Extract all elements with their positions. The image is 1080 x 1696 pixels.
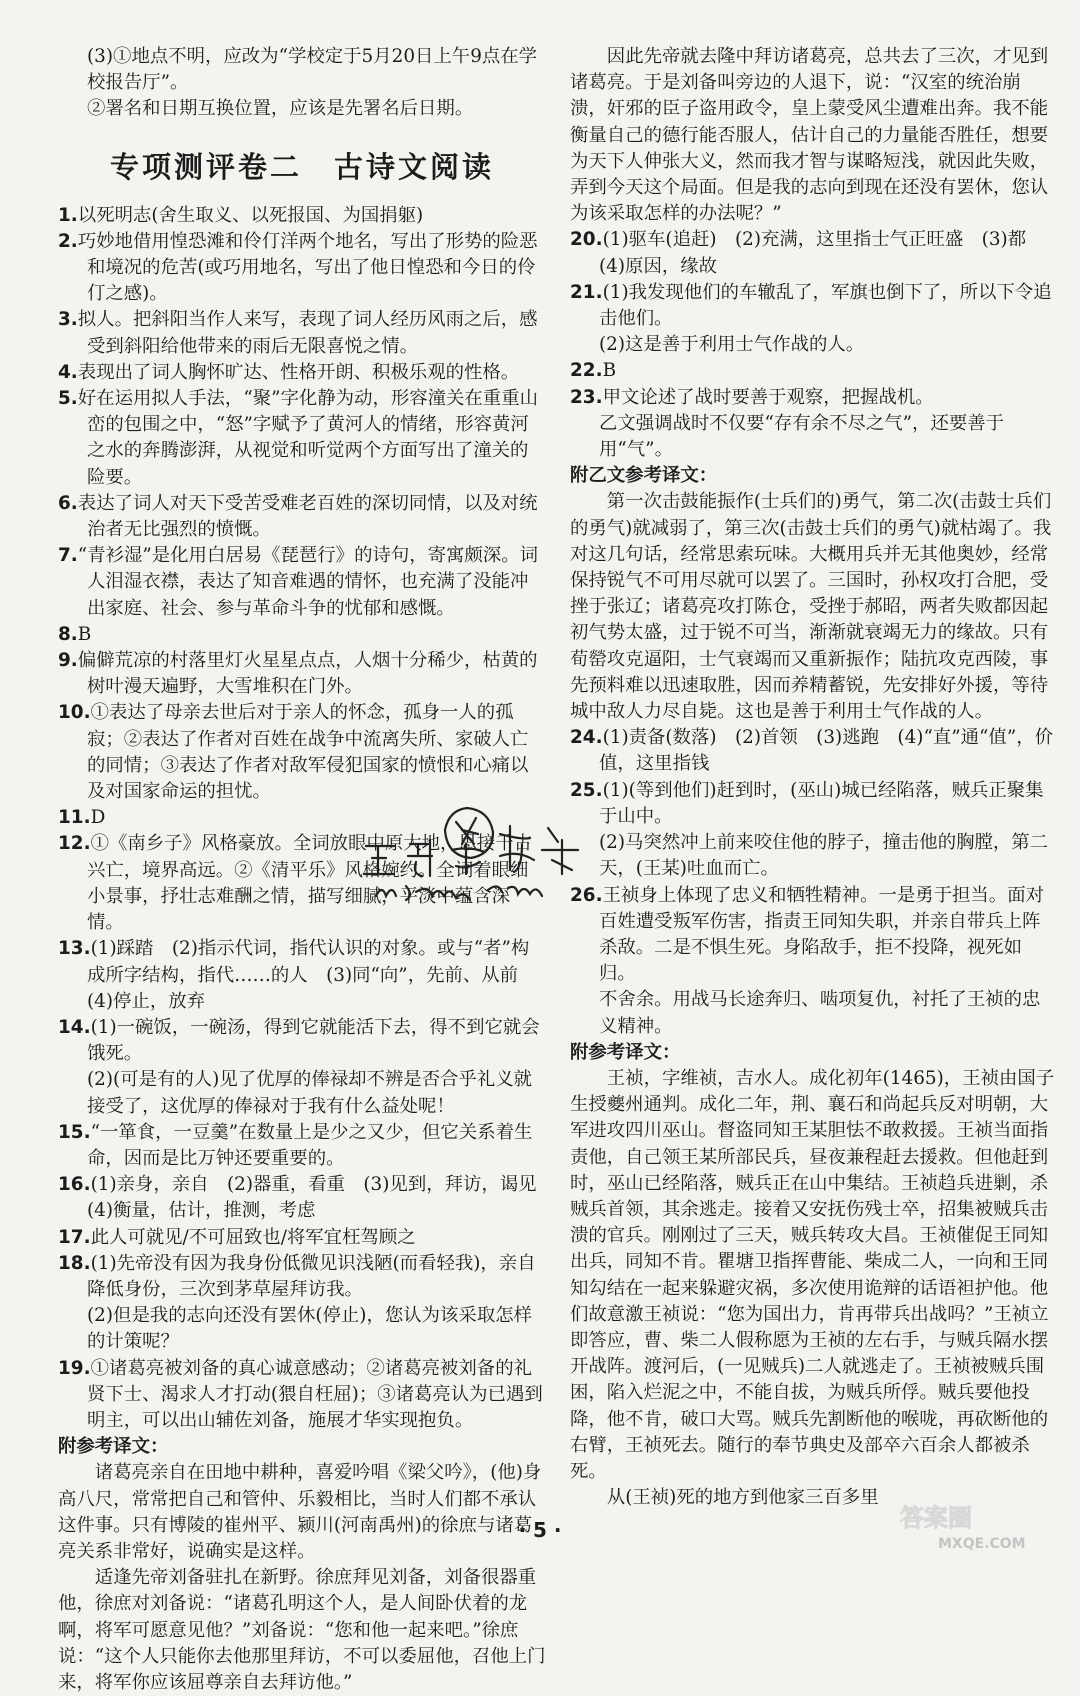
page-number: · 5 ·	[518, 1518, 562, 1542]
answer-number: 16.	[58, 1174, 91, 1196]
answer-text: ①表达了母亲去世后对于亲人的怀念，孤身一人的孤寂；②表达了作者对百姓在战争中流离失所、家破人亡的同情；③表达了作者对敌军侵犯国家的愤恨和心痛以及对国家命运的担忧。	[87, 702, 529, 803]
answer-number: 10.	[58, 702, 91, 724]
answer-item	[58, 1120, 546, 1172]
answer-number: 25.	[570, 779, 603, 801]
answer-text: (1)驱车(追赶) (2)充满，这里指士气正旺盛 (3)都 (4)原因，缘故	[599, 229, 1045, 277]
answer-text: (2)这是善于利用士气作战的人。	[599, 334, 865, 356]
answer-item	[570, 830, 1055, 882]
answer-number: 18.	[58, 1252, 91, 1274]
answer-item	[58, 1015, 546, 1067]
translation-paragraph: 王祯，字维祯，吉水人。成化初年(1465)，王祯由国子生授夔州通判。成化二年，荆、襄石和尚起兵反对明朝，大军进攻四川巫山。督盗同知王某胆怯不敢救援。王祯当面指责他，自己领王某所部民兵，昼夜兼程赶去援救。但他赶到时，巫山已经陷落，贼兵正在山中集结。王祯趋兵进剿，杀贼兵首领，其余逃走。接着又安抚伤残士卒，招集被贼兵击溃的官兵。刚刚过了三天，贼兵转攻大昌。王祯催促王同知出兵，同知不肯。瞿塘卫指挥曹能、柴成二人，一向和王同知勾结在一起来躲避灾祸，多次使用诡辩的话语袒护他。他们故意激王祯说：“您为国出力，肯再带兵出战吗？”王祯立即答应，曹、柴二人假称愿为王祯的左右手，与贼兵隔水摆开战阵。渡河后，(一见贼兵)二人就逃走了。王祯被贼兵围困，陷入烂泥之中，不能自拔，为贼兵所俘。贼兵要他投降，他不肯，破口大骂。贼兵先割断他的喉咙，再砍断他的右臂，王祯死去。随行的奉节典史及部卒六百余人都被杀死。	[570, 1067, 1055, 1482]
answer-item	[570, 883, 1055, 988]
prev-item: ②署名和日期互换位置，应该是先署名后日期。	[87, 98, 474, 120]
answer-number: 5.	[58, 388, 78, 410]
translation-paragraph: 第一次击鼓能振作(士兵们的)勇气，第二次(击鼓士兵们的勇气)就减弱了，第三次(击鼓士兵们的勇气)就枯竭了。我对这几句话，经常思索玩味。大概用兵并无其他奥妙，经常保持锐气不可用尽就可以罢了。三国时，孙权攻打合肥，受挫于张辽；诸葛亮攻打陈仓，受挫于郝昭，两者失败都因起初气势太盛，过于锐不可当，渐渐就衰竭无力的缘故。只有荀罃攻克逼阳，士气衰竭而又重新振作；陆抗攻克西陵，事先预料难以迅速取胜，因而养精蓄锐，先安排好外援，等待城中敌人力尽自毙。这也是善于利用士气作战的人。	[570, 491, 1052, 723]
answer-number: 6.	[58, 492, 78, 514]
answer-number: 4.	[58, 361, 78, 383]
answer-item	[58, 648, 546, 700]
reference-translation-label: 附参考译文：	[58, 1436, 169, 1458]
answer-item	[58, 1172, 555, 1224]
answer-item	[570, 227, 1055, 279]
translation-paragraph: 诸葛亮亲自在田地中耕种，喜爱吟唱《梁父吟》，(他)身高八尺，常常把自己和管仲、乐毅相比，当时人们都不承认这件事。只有博陵的崔州平、颍川(河南禹州)的徐庶与诸葛亮关系非常好，说确实是这样。	[58, 1462, 542, 1562]
answer-text: (1)一碗饭，一碗汤，得到它就能活下去，得不到它就会饿死。	[87, 1016, 540, 1065]
svg-text:答案圈: 答案圈	[900, 1504, 972, 1532]
answer-item	[570, 725, 1055, 777]
answer-item	[570, 332, 1055, 358]
answer-text: (1)先帝没有因为我身份低微见识浅陋(而看轻我)，亲自降低身份，三次到茅草屋拜访我。	[87, 1252, 536, 1300]
reference-translation-label: 附参考译文：	[570, 1041, 681, 1063]
answer-text: 以死明志(舍生取义、以死报国、为国捐躯)	[77, 204, 424, 226]
answer-number: 26.	[570, 884, 603, 906]
answer-number: 14.	[58, 1016, 91, 1038]
answer-text: (2)(可是有的人)见了优厚的俸禄却不辨是否合乎礼义就接受了，这优厚的俸禄对于我有什么益处呢！	[87, 1069, 532, 1117]
answer-text: (1)亲身，亲自 (2)器重，看重 (3)见到，拜访，谒见 (4)衡量，估计，推测，考虑	[87, 1174, 555, 1222]
answer-text: “一箪食，一豆羹”在数量上是少之又少，但它关系着生命，因而是比万钟还要重要的。	[87, 1121, 533, 1169]
answer-item	[58, 1251, 546, 1303]
answer-text: 甲文论述了战时要善于观察，把握战机。	[602, 386, 934, 408]
svg-text:MXQE.COM: MXQE.COM	[938, 1536, 1026, 1552]
answer-item	[570, 385, 1055, 411]
handwritten-note-graphic	[352, 800, 602, 910]
answer-item	[58, 360, 546, 386]
prev-item: (3)①地点不明，应改为“学校定于5月20日上午9点在学校报告厅”。	[87, 46, 538, 94]
answer-number: 11.	[58, 807, 91, 829]
answer-text: 巧妙地借用惶恐滩和伶仃洋两个地名，写出了形势的险恶和境况的危苦(或巧用地名，写出了他日惶恐和今日的伶仃之感)。	[77, 230, 538, 305]
answer-text: 此人可就见/不可屈致也/将军宜枉驾顾之	[90, 1226, 416, 1248]
answer-text: 不舍余。用战马长途奔归、啮项复仇，衬托了王祯的忠义精神。	[599, 989, 1041, 1037]
answer-text: “青衫湿”是化用白居易《琵琶行》的诗句，寄寓颇深。词人泪湿衣襟，表达了知音难遇的情怀，也充满了没能冲出家庭、社会、参与革命斗争的忧郁和感慨。	[77, 545, 538, 619]
answer-number: 2.	[58, 230, 78, 252]
answer-number: 19.	[58, 1357, 91, 1379]
answer-list-right-2	[570, 725, 1055, 1039]
answer-text: (1)我发现他们的车辙乱了，军旗也倒下了，所以下令追击他们。	[599, 281, 1052, 330]
answer-number: 24.	[570, 727, 603, 749]
answer-item	[570, 987, 1055, 1039]
answer-text: 好在运用拟人手法，“聚”字化静为动，形容潼关在重重山峦的包围之中，“怒”字赋予了黄河人的情绪，形容黄河之水的奔腾澎湃，从视觉和听觉两个方面写出了潼关的险要。	[77, 388, 538, 488]
answer-text: (1)踩踏 (2)指示代词，指代认识的对象。或与“者”构成所字结构，指代……的人 (3)同“向”，先前、从前 (4)停止，放弃	[87, 938, 537, 1012]
answer-number: 3.	[58, 309, 78, 331]
answer-number: 13.	[58, 938, 91, 960]
answer-number: 7.	[58, 545, 78, 567]
answer-item	[570, 778, 1055, 830]
answer-item	[58, 386, 546, 491]
answer-item	[58, 307, 546, 359]
answer-item	[570, 411, 1055, 463]
answer-text: (1)责备(数落) (2)首领 (3)逃跑 (4)“直”通“值”，价值，这里指钱	[599, 727, 1054, 775]
answer-text: 表现出了词人胸怀旷达、性格开朗、积极乐观的性格。	[77, 361, 520, 383]
previous-answer-block	[58, 44, 546, 123]
translation-paragraph: 从(王祯)死的地方到他家三百多里	[606, 1487, 879, 1509]
answer-text: 乙文强调战时不仅要“存有余不尽之气”，还要善于用“气”。	[599, 412, 1005, 461]
answer-item	[58, 543, 546, 622]
section-heading: 专项测评卷二 古诗文阅读	[109, 149, 494, 184]
answer-number: 20.	[570, 229, 603, 251]
answer-item	[58, 229, 546, 308]
answer-number: 1.	[58, 204, 78, 226]
answer-item	[570, 280, 1055, 332]
reference-translation-3	[570, 1066, 1055, 1511]
answer-item	[58, 1067, 546, 1119]
right-column	[570, 44, 1055, 1511]
answer-text: B	[602, 360, 617, 382]
answer-number: 17.	[58, 1226, 91, 1248]
answer-text: 表达了词人对天下受苦受难老百姓的深切同情，以及对统治者无比强烈的愤慨。	[77, 492, 538, 541]
answer-list-right	[570, 227, 1055, 463]
translation-paragraph: 适逢先帝刘备驻扎在新野。徐庶拜见刘备，刘备很器重他，徐庶对刘备说：“诸葛孔明这个人，是人间卧伏着的龙啊，将军可愿意见他？”刘备说：“您和他一起来吧。”徐庶说：“这个人只能你去他那里拜访，不可以委屈他，召他上门来，将军你应该屈尊亲自去拜访他。”	[58, 1567, 546, 1693]
answer-item	[58, 491, 546, 543]
answer-text: (1)(等到他们)赶到时，(巫山)城已经陷落，贼兵正聚集于山中。	[599, 779, 1044, 827]
answer-text: ①诸葛亮被刘备的真心诚意感动；②诸葛亮被刘备的礼贤下士、渴求人才打动(猥自枉屈)；③诸葛亮认为已遇到明主，可以出山辅佐刘备，施展才华实现抱负。	[87, 1357, 543, 1431]
answer-text: 偏僻荒凉的村落里灯火星星点点，人烟十分稀少，枯黄的树叶漫天遍野，大雪堆积在门外。	[77, 650, 538, 698]
reference-translation-1-continued	[570, 44, 1055, 227]
reference-translation-label: 附乙文参考译文：	[570, 465, 718, 487]
answer-number: 21.	[570, 281, 603, 303]
answer-number: 8.	[58, 623, 78, 645]
reference-translation-1	[58, 1460, 546, 1696]
answer-text: B	[77, 623, 92, 645]
answer-item	[58, 1225, 546, 1251]
answer-number: 9.	[58, 650, 78, 672]
answer-text: (2)但是我的志向还没有罢休(停止)，您认为该采取怎样的计策呢？	[87, 1305, 532, 1353]
answer-item	[58, 203, 546, 229]
answer-number: 15.	[58, 1121, 91, 1143]
answer-item	[58, 1356, 546, 1435]
answer-number: 12.	[58, 833, 91, 855]
answer-item	[58, 700, 546, 805]
answer-text: (2)马突然冲上前来咬住他的脖子，撞击他的胸膛，第二天，(王某)吐血而亡。	[599, 832, 1049, 880]
answer-number: 23.	[570, 386, 603, 408]
answer-number: 22.	[570, 360, 603, 382]
answer-text: 拟人。把斜阳当作人来写，表现了词人经历风雨之后，感受到斜阳给他带来的雨后无限喜悦之情。	[77, 309, 538, 357]
answer-text: ①《南乡子》风格豪放。全词放眼中原大地，思接千古兴亡，境界高远。②《清平乐》风格婉约。全词着眼细小景事，抒壮志难酬之情，描写细腻，平淡中蕴含深情。	[87, 833, 532, 934]
answer-item	[570, 358, 1055, 384]
answer-text: D	[90, 807, 106, 829]
answer-item	[58, 622, 546, 648]
answer-item	[58, 936, 546, 1015]
answer-item	[58, 1303, 546, 1355]
answer-text: 王祯身上体现了忠义和牺牲精神。一是勇于担当。面对百姓遭受叛军伤害，指责王同知失职，并亲自带兵上阵杀敌。二是不惧生死。身陷敌手，拒不投降，视死如归。	[599, 884, 1044, 985]
translation-paragraph: 因此先帝就去隆中拜访诸葛亮，总共去了三次，才见到诸葛亮。于是刘备叫旁边的人退下，说：“汉室的统治崩溃，奸邪的臣子盗用政令，皇上蒙受风尘遭难出奔。我不能衡量自己的德行能否服人，估计自己的力量能否胜任，想要为天下人伸张大义，然而我才智与谋略短浅，就因此失败，弄到今天这个局面。但是我的志向到现在还没有罢休，您认为该采取怎样的办法呢？”	[570, 46, 1049, 225]
reference-translation-2	[570, 489, 1055, 725]
